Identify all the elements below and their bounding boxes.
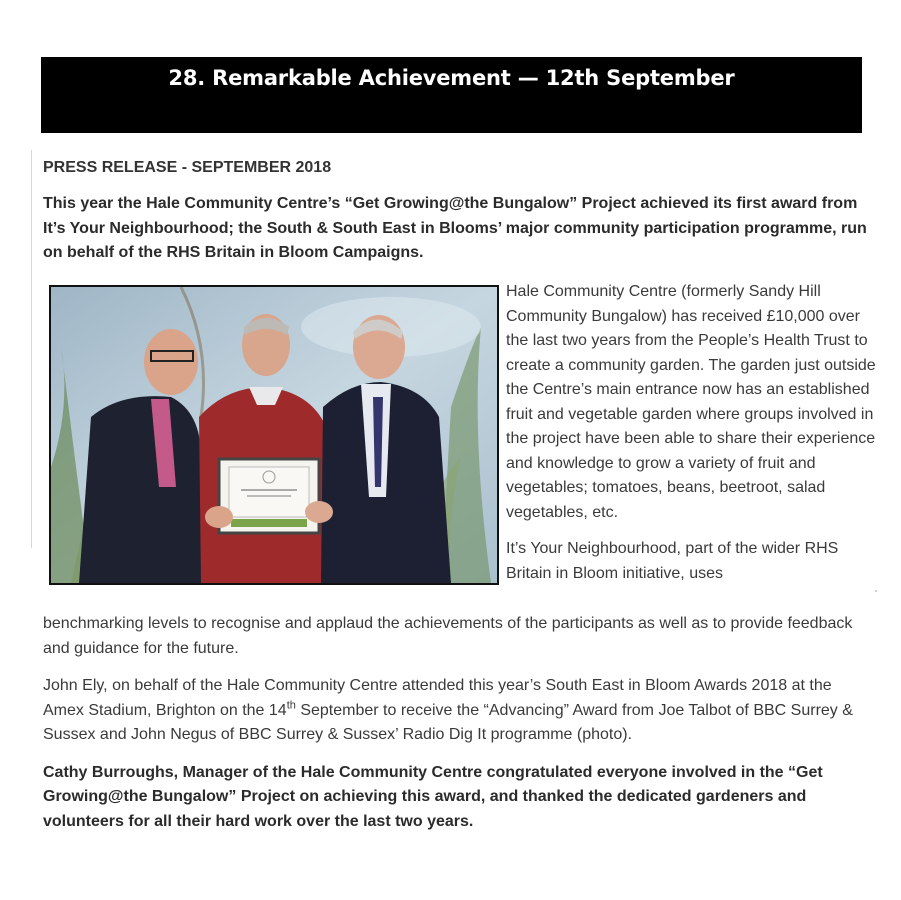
paragraph-funding: Hale Community Centre (formerly Sandy Hill Community Bungalow) has received £10,000 over the last two years from the People’s Health Trust to create a community garden. The garden just outside the Centre’s main entrance now has an established fruit and vegetable garden where groups involved in the project have been able to share their experience and knowledge to grow a variety of fruit and vegetables; tomatoes, beans, beetroot, salad vegetables, etc. bbox=[506, 283, 876, 521]
paragraph-its-your-neighbourhood-end: benchmarking levels to recognise and applaud the achievements of the participants as well as to provide feedback and guidance for the future. bbox=[43, 615, 853, 657]
article-body bbox=[43, 612, 873, 834]
page-title: 28. Remarkable Achievement — 12th September bbox=[168, 66, 735, 90]
press-release-heading: PRESS RELEASE - SEPTEMBER 2018 bbox=[43, 159, 332, 176]
header-bar bbox=[41, 57, 862, 133]
paragraph-its-your-neighbourhood-start: It’s Your Neighbourhood, part of the wider RHS Britain in Bloom initiative, uses bbox=[506, 540, 839, 582]
left-divider bbox=[31, 150, 32, 548]
ordinal-suffix: th bbox=[286, 699, 296, 712]
awards-text-pre: John Ely, on behalf of the Hale Community Centre attended this year’s South East in Bloom Awards 2018 at the Amex Stadium, Brighton on the 14 bbox=[43, 677, 832, 719]
award-photo bbox=[49, 285, 499, 585]
stray-mark bbox=[875, 590, 877, 592]
article-header bbox=[43, 158, 873, 266]
paragraph-congratulations: Cathy Burroughs, Manager of the Hale Community Centre congratulated everyone involved in the “Get Growing@the Bungalow” Project on achieving this award, and thanked the dedicated gardeners and volunteers for all their hard work over the last two years. bbox=[43, 763, 823, 830]
awards-text-post: September to receive the “Advancing” Award from Joe Talbot of BBC Surrey & Sussex and John Negus of BBC Surrey & Sussex’ Radio Dig It programme (photo). bbox=[43, 701, 853, 743]
award-photo-image bbox=[51, 287, 497, 583]
wrapped-text-column bbox=[506, 280, 876, 586]
lead-paragraph: This year the Hale Community Centre’s “Get Growing@the Bungalow” Project achieved its first award from It’s Your Neighbourhood; the South & South East in Blooms’ major community participation programme, run on behalf of the RHS Britain in Bloom Campaigns. bbox=[43, 195, 867, 261]
paragraph-awards bbox=[43, 674, 873, 748]
